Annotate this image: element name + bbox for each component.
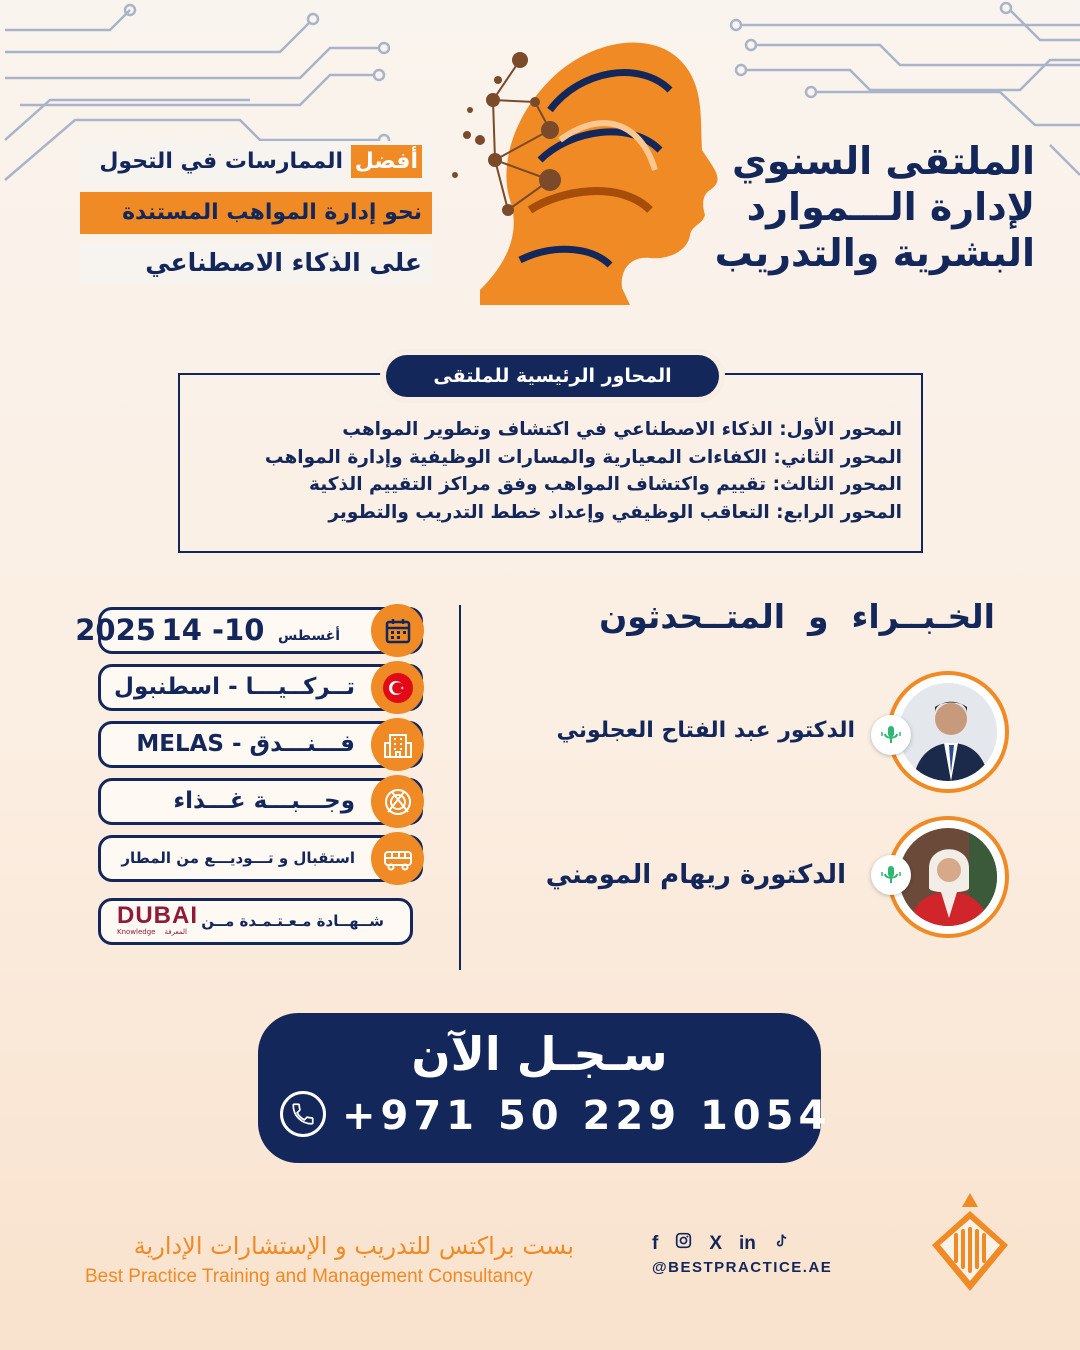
dubai-logo-sub-en: Knowledge (117, 928, 156, 936)
microphone-icon (871, 855, 911, 895)
bus-icon (371, 832, 424, 885)
ai-head-illustration (440, 20, 720, 305)
title-line-3: البشرية والتدريب (714, 231, 1035, 275)
date-month: أغسطس (277, 628, 340, 644)
meal-pill (98, 778, 423, 825)
location-pill (98, 664, 423, 711)
avatar (899, 683, 997, 781)
transfer-text: استقبال و تـــوديـــع من المطار (121, 849, 355, 867)
title-line-2: لإدارة الـــموارد (746, 185, 1035, 229)
tiktok-icon[interactable] (773, 1232, 790, 1255)
facebook-icon[interactable]: f (652, 1232, 659, 1254)
instagram-icon[interactable] (675, 1232, 692, 1255)
dubai-logo-sub-ar: المعرفة (164, 928, 187, 936)
subtitle-line-1 (80, 141, 432, 183)
date-pill (75, 607, 423, 654)
register-button[interactable] (258, 1013, 832, 1163)
speaker-2-name: الدكتورة ريهام المومني (545, 860, 846, 890)
x-icon[interactable]: X (709, 1232, 723, 1254)
meal-icon (371, 775, 424, 828)
subtitle-line-3: على الذكاء الاصطناعي (80, 242, 432, 284)
certificate-text: شــهــادة مـعـتـمـدة مــن (201, 912, 384, 930)
speaker-1-name: الدكتور عبد الفتاح العجلوني (556, 718, 855, 743)
avatar (899, 828, 997, 926)
microphone-icon (871, 715, 911, 755)
hotel-icon (371, 718, 424, 771)
section-divider (459, 605, 461, 970)
location-text: تــركــيـــا - اسطنبول (114, 674, 355, 700)
axis-item: المحور الرابع: التعاقب الوظيفي وإعداد خطط التدريب والتطوير (328, 501, 902, 523)
axis-item: المحور الثاني: الكفاءات المعيارية والمسارات الوظيفية وإدارة المواهب (264, 446, 902, 468)
company-logo (930, 1193, 1010, 1293)
phone-icon (280, 1091, 326, 1137)
axes-list (182, 416, 902, 526)
dubai-knowledge-logo (117, 902, 198, 936)
subtitle-line-1-text: الممارسات في التحول (99, 149, 351, 174)
phone-number[interactable]: +971 50 229 1054 (342, 1093, 832, 1139)
speakers-heading: الخـبــراء و المتــحدثون (599, 597, 995, 636)
axis-item: المحور الثالث: تقييم واكتشاف المواهب وفق مراكز التقييم الذكية (309, 474, 902, 495)
turkey-flag-icon (371, 661, 424, 714)
date-days: 10- 14 (161, 613, 265, 647)
social-links (652, 1232, 790, 1255)
subtitle-line-2: نحو إدارة المواهب المستندة (80, 192, 432, 234)
subtitle-highlight: أفضل (351, 145, 422, 178)
company-name-arabic: بست براكتس للتدريب و الإستشارات الإدارية (133, 1232, 574, 1260)
axes-heading: المحاور الرئيسية للملتقى (386, 355, 719, 397)
title-line-1: الملتقى السنوي (732, 139, 1035, 183)
calendar-icon (371, 604, 424, 657)
linkedin-icon[interactable]: in (739, 1232, 756, 1254)
date-text (75, 610, 348, 651)
event-title (705, 138, 1035, 276)
hotel-pill (98, 721, 423, 768)
company-name-english: Best Practice Training and Management Consultancy (85, 1266, 533, 1287)
dubai-logo-text: DUBAI (117, 902, 198, 929)
register-label: سـجـل الآن (411, 1027, 668, 1081)
hotel-text: فـــنـــدق - MELAS (136, 731, 355, 757)
transfer-pill (98, 835, 423, 882)
meal-text: وجـــبـــة غـــذاء (173, 788, 355, 814)
social-handle[interactable]: @BESTPRACTICE.AE (652, 1259, 833, 1276)
axis-item: المحور الأول: الذكاء الاصطناعي في اكتشاف وتطوير المواهب (342, 419, 902, 440)
certificate-pill (98, 898, 413, 945)
date-year: 2025 (75, 613, 156, 647)
